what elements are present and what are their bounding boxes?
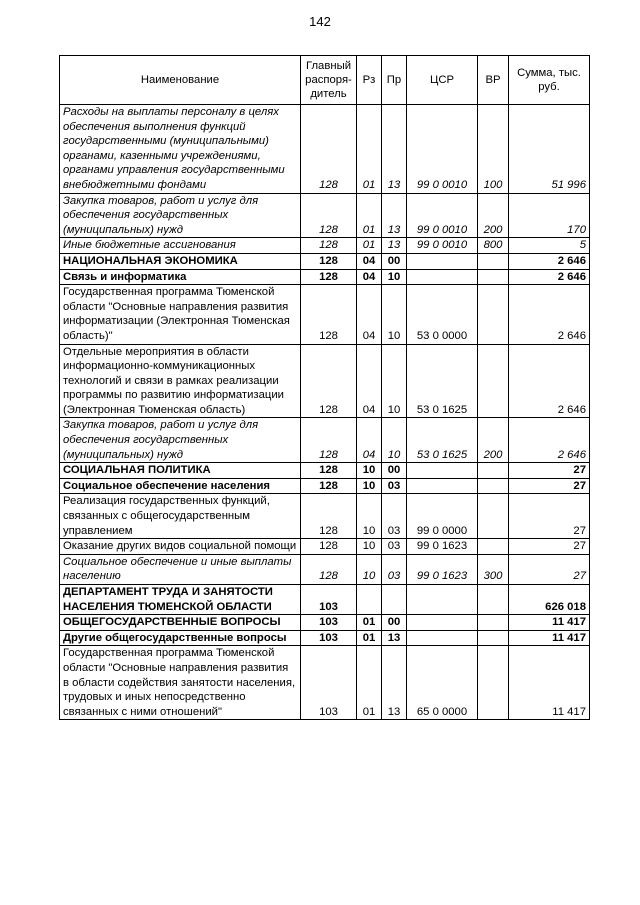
- row-sum-cell: 170: [509, 193, 590, 238]
- row-pr-cell: 03: [382, 494, 407, 539]
- row-pr-cell: 10: [382, 285, 407, 344]
- row-csr-cell: 65 0 0000: [407, 646, 478, 720]
- row-name-cell: Государственная программа Тюменской области "Основные направления развития информатизации (Электронная Тюменская область)": [60, 285, 301, 344]
- row-pr-cell: 03: [382, 539, 407, 555]
- row-vr-cell: [478, 494, 509, 539]
- row-sum-cell: 2 646: [509, 285, 590, 344]
- row-rz-cell: 01: [357, 105, 382, 194]
- row-vr-cell: 200: [478, 193, 509, 238]
- row-name-cell: Связь и информатика: [60, 269, 301, 285]
- row-admin-cell: 128: [301, 463, 357, 479]
- header-rz: Рз: [357, 56, 382, 105]
- table-row: [60, 269, 590, 285]
- row-rz-cell: 01: [357, 630, 382, 646]
- row-vr-cell: [478, 344, 509, 418]
- row-csr-cell: 99 0 0010: [407, 193, 478, 238]
- row-pr-cell: 00: [382, 463, 407, 479]
- row-name-cell: Иные бюджетные ассигнования: [60, 238, 301, 254]
- header-vr: ВР: [478, 56, 509, 105]
- row-sum-cell: 27: [509, 539, 590, 555]
- row-csr-cell: [407, 615, 478, 631]
- row-admin-cell: 128: [301, 285, 357, 344]
- row-csr-cell: [407, 478, 478, 494]
- table-row: [60, 494, 590, 539]
- table-row: [60, 630, 590, 646]
- row-name-cell: Социальное обеспечение и иные выплаты населению: [60, 554, 301, 584]
- row-csr-cell: 53 0 1625: [407, 344, 478, 418]
- row-name-cell: Расходы на выплаты персоналу в целях обеспечения выполнения функций государственными (муниципальными) органами, казенными учреждениями, органами управления государственными внебюджетными фондами: [60, 105, 301, 194]
- row-pr-cell: [382, 585, 407, 615]
- row-rz-cell: 04: [357, 418, 382, 463]
- row-vr-cell: [478, 463, 509, 479]
- row-rz-cell: 10: [357, 478, 382, 494]
- row-rz-cell: 10: [357, 554, 382, 584]
- table-row: [60, 539, 590, 555]
- row-name-cell: Закупка товаров, работ и услуг для обеспечения государственных (муниципальных) нужд: [60, 193, 301, 238]
- row-sum-cell: 11 417: [509, 615, 590, 631]
- header-name: Наименование: [60, 56, 301, 105]
- row-admin-cell: 128: [301, 238, 357, 254]
- row-rz-cell: 04: [357, 269, 382, 285]
- table-row: [60, 646, 590, 720]
- table-body: [60, 105, 590, 720]
- row-rz-cell: 01: [357, 615, 382, 631]
- row-name-cell: Реализация государственных функций, связанных с общегосударственным управлением: [60, 494, 301, 539]
- row-csr-cell: 99 0 0010: [407, 105, 478, 194]
- row-sum-cell: 5: [509, 238, 590, 254]
- page-number: 142: [309, 14, 331, 29]
- row-rz-cell: 01: [357, 238, 382, 254]
- row-rz-cell: 10: [357, 494, 382, 539]
- row-pr-cell: 00: [382, 253, 407, 269]
- row-rz-cell: 01: [357, 646, 382, 720]
- row-name-cell: Оказание других видов социальной помощи: [60, 539, 301, 555]
- row-admin-cell: 128: [301, 539, 357, 555]
- row-pr-cell: 13: [382, 105, 407, 194]
- row-admin-cell: 128: [301, 105, 357, 194]
- row-vr-cell: [478, 539, 509, 555]
- header-row: [60, 56, 590, 105]
- row-rz-cell: 04: [357, 344, 382, 418]
- row-admin-cell: 103: [301, 630, 357, 646]
- row-csr-cell: 99 0 1623: [407, 554, 478, 584]
- row-admin-cell: 128: [301, 193, 357, 238]
- row-admin-cell: 128: [301, 253, 357, 269]
- row-admin-cell: 103: [301, 585, 357, 615]
- row-vr-cell: 800: [478, 238, 509, 254]
- row-rz-cell: 10: [357, 539, 382, 555]
- row-vr-cell: [478, 253, 509, 269]
- row-vr-cell: [478, 585, 509, 615]
- row-csr-cell: 99 0 0010: [407, 238, 478, 254]
- row-admin-cell: 103: [301, 615, 357, 631]
- row-vr-cell: 100: [478, 105, 509, 194]
- row-rz-cell: 10: [357, 463, 382, 479]
- table-row: [60, 585, 590, 615]
- header-sum: Сумма, тыс. руб.: [509, 56, 590, 105]
- row-name-cell: Отдельные мероприятия в области информационно-коммуникационных технологий и связи в рамках реализации программы по развитию информатизации (Электронная Тюменская область): [60, 344, 301, 418]
- row-admin-cell: 128: [301, 494, 357, 539]
- row-pr-cell: 03: [382, 478, 407, 494]
- row-sum-cell: 27: [509, 554, 590, 584]
- row-vr-cell: [478, 478, 509, 494]
- row-admin-cell: 128: [301, 344, 357, 418]
- header-admin: Главный распоря-дитель: [301, 56, 357, 105]
- table-row: [60, 285, 590, 344]
- row-rz-cell: 04: [357, 253, 382, 269]
- row-admin-cell: 103: [301, 646, 357, 720]
- row-csr-cell: [407, 630, 478, 646]
- row-vr-cell: [478, 285, 509, 344]
- row-pr-cell: 10: [382, 418, 407, 463]
- header-csr: ЦСР: [407, 56, 478, 105]
- row-csr-cell: 99 0 1623: [407, 539, 478, 555]
- row-name-cell: СОЦИАЛЬНАЯ ПОЛИТИКА: [60, 463, 301, 479]
- row-rz-cell: 04: [357, 285, 382, 344]
- row-admin-cell: 128: [301, 269, 357, 285]
- row-csr-cell: [407, 253, 478, 269]
- table-row: [60, 418, 590, 463]
- row-name-cell: Закупка товаров, работ и услуг для обеспечения государственных (муниципальных) нужд: [60, 418, 301, 463]
- row-rz-cell: 01: [357, 193, 382, 238]
- row-sum-cell: 27: [509, 494, 590, 539]
- row-pr-cell: 03: [382, 554, 407, 584]
- row-pr-cell: 13: [382, 646, 407, 720]
- row-sum-cell: 11 417: [509, 630, 590, 646]
- row-admin-cell: 128: [301, 418, 357, 463]
- row-sum-cell: 11 417: [509, 646, 590, 720]
- row-vr-cell: [478, 646, 509, 720]
- header-pr: Пр: [382, 56, 407, 105]
- row-vr-cell: [478, 269, 509, 285]
- row-sum-cell: 2 646: [509, 418, 590, 463]
- row-name-cell: ДЕПАРТАМЕНТ ТРУДА И ЗАНЯТОСТИ НАСЕЛЕНИЯ ТЮМЕНСКОЙ ОБЛАСТИ: [60, 585, 301, 615]
- table-row: [60, 253, 590, 269]
- row-pr-cell: 13: [382, 630, 407, 646]
- table-row: [60, 478, 590, 494]
- row-csr-cell: 53 0 1625: [407, 418, 478, 463]
- row-pr-cell: 10: [382, 269, 407, 285]
- table-row: [60, 554, 590, 584]
- table-row: [60, 344, 590, 418]
- row-csr-cell: [407, 269, 478, 285]
- table-row: [60, 615, 590, 631]
- row-pr-cell: 13: [382, 193, 407, 238]
- row-csr-cell: 53 0 0000: [407, 285, 478, 344]
- row-csr-cell: [407, 463, 478, 479]
- row-pr-cell: 10: [382, 344, 407, 418]
- row-vr-cell: 300: [478, 554, 509, 584]
- row-sum-cell: 51 996: [509, 105, 590, 194]
- row-sum-cell: 626 018: [509, 585, 590, 615]
- row-csr-cell: 99 0 0000: [407, 494, 478, 539]
- table-row: [60, 238, 590, 254]
- row-pr-cell: 00: [382, 615, 407, 631]
- table-row: [60, 105, 590, 194]
- row-admin-cell: 128: [301, 554, 357, 584]
- table-row: [60, 463, 590, 479]
- row-sum-cell: 2 646: [509, 269, 590, 285]
- row-csr-cell: [407, 585, 478, 615]
- row-name-cell: НАЦИОНАЛЬНАЯ ЭКОНОМИКА: [60, 253, 301, 269]
- row-sum-cell: 2 646: [509, 253, 590, 269]
- row-sum-cell: 2 646: [509, 344, 590, 418]
- row-rz-cell: [357, 585, 382, 615]
- row-sum-cell: 27: [509, 463, 590, 479]
- row-vr-cell: [478, 615, 509, 631]
- row-vr-cell: [478, 630, 509, 646]
- table-row: [60, 193, 590, 238]
- row-pr-cell: 13: [382, 238, 407, 254]
- row-admin-cell: 128: [301, 478, 357, 494]
- row-sum-cell: 27: [509, 478, 590, 494]
- row-name-cell: Другие общегосударственные вопросы: [60, 630, 301, 646]
- row-name-cell: ОБЩЕГОСУДАРСТВЕННЫЕ ВОПРОСЫ: [60, 615, 301, 631]
- row-vr-cell: 200: [478, 418, 509, 463]
- row-name-cell: Государственная программа Тюменской области "Основные направления развития в области содействия занятости населения, трудовых и иных непосредственно связанных с ними отношений": [60, 646, 301, 720]
- budget-table: [59, 55, 590, 720]
- row-name-cell: Социальное обеспечение населения: [60, 478, 301, 494]
